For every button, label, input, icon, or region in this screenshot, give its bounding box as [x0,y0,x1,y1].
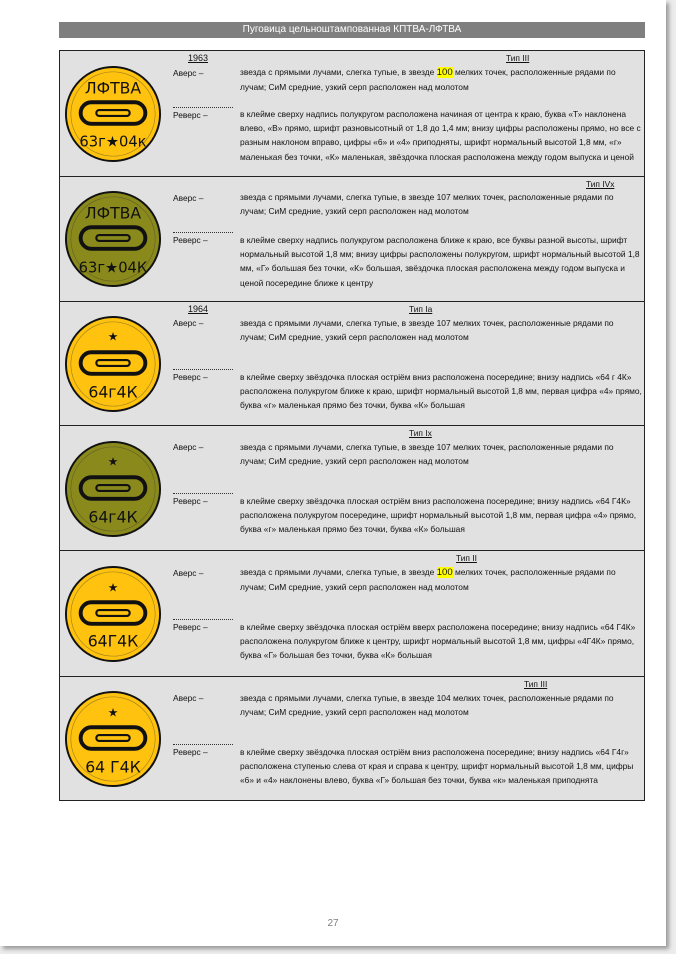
button-coin-image [64,440,162,538]
page-number: 27 [327,918,339,929]
button-coin-image [64,65,162,163]
type-label: Тип IVх [586,179,615,189]
button-coin-image [64,315,162,413]
type-label: Тип III [506,53,530,63]
avers-description: звезда с прямыми лучами, слегка тупые, в звезде 100 мелких точек, расположенные рядами по лучам; СиМ средние, узкий серп расположен над молотом [240,67,616,93]
year-label: 1964 [188,304,209,314]
button-coin-image [64,690,162,788]
catalog-row [59,302,645,426]
avers-description: звезда с прямыми лучами, слегка тупые, в звезде 107 мелких точек, расположенные рядами по лучам; СиМ средние, узкий серп расположен над молотом [240,318,614,343]
svg-text:63г★04к: 63г★04к [79,133,147,151]
svg-text:64г4К: 64г4К [88,507,138,527]
svg-text:63г★04К: 63г★04К [78,259,148,277]
dotted-separator [173,619,233,620]
revers-description: в клейме сверху надпись полукругом расположена начиная от центра к краю, буква «Т» наклонена влево, «В» прямо, шрифт разновысотный от 1,8 до 1,4 мм; внизу цифры расположены прямо, но все с разным наклоном вправо, цифры «6» и «4» приподняты, шрифт нормальный высотой 1,8 мм, «г» маленькая без точки, «К» маленькая, звёздочка плоская расположена между годом выпуска и ценой [240,109,641,162]
revers-description: в клейме сверху звёздочка плоская острiём вниз расположена посередине; внизу надпись «64 г 4К» расположена полукругом ближе к краю, шрифт нормальный высотой 1,8 мм, первая цифра «4» прямо, буква «г» маленькая прямо без точки, буква «К» большая [240,372,642,411]
avers-description: звезда с прямыми лучами, слегка тупые, в звезде 100 мелких точек, расположенные рядами по лучам; СиМ средние, узкий серп расположен над молотом [240,567,616,593]
avers-label: Аверс – [173,68,204,78]
catalog-row [59,51,645,177]
dotted-separator [173,493,233,494]
revers-label: Реверс – [173,622,208,632]
avers-label: Аверс – [173,568,204,578]
type-label: Тип Iа [409,304,433,314]
avers-label: Аверс – [173,442,204,452]
svg-text:★: ★ [107,705,119,720]
avers-description: звезда с прямыми лучами, слегка тупые, в звезде 107 мелких точек, расположенные рядами по лучам; СиМ средние, узкий серп расположен над молотом [240,442,614,467]
svg-text:64 Г4К: 64 Г4К [85,757,141,777]
highlighted-number: 100 [436,567,453,578]
svg-text:ЛФТВА: ЛФТВА [84,203,142,223]
revers-description: в клейме сверху надпись полукругом расположена ближе к краю, все буквы разной высоты, шрифт нормальный высотой 1,8 мм; внизу цифры расположены полукругом, шрифт нормальный высотой 1,8 мм, «Г» большая без точки, «К» большая, звёздочка плоская расположена между годом выпуска и ценой посередине ближе к центру [240,235,640,288]
type-label: Тип II [456,553,477,563]
svg-text:★: ★ [107,329,119,344]
svg-text:★: ★ [107,580,119,595]
revers-description: в клейме сверху звёздочка плоская острiём вверх расположена посередине; внизу надпись «64 Г4К» расположена полукругом ближе к центру, шрифт нормальный высотой 1,8 мм, цифры «4Г4К» прямо, буква «Г» большая без точки, буква «К» большая [240,622,636,661]
revers-description: в клейме сверху звёздочка плоская острiём вниз расположена посередине; внизу надпись «64 Г4К» расположена полукругом посередине, шрифт нормальный высотой 1,8 мм, первая цифра «4» прямо, буква «г» маленькая прямо без точки, буква «К» большая [240,496,637,535]
button-coin-image [64,190,162,288]
avers-label: Аверс – [173,318,204,328]
svg-text:ЛФТВА: ЛФТВА [84,78,142,98]
revers-label: Реверс – [173,747,208,757]
dotted-separator [173,369,233,370]
catalog-row [59,677,645,801]
dotted-separator [173,107,233,108]
revers-label: Реверс – [173,496,208,506]
avers-label: Аверс – [173,193,204,203]
dotted-separator [173,744,233,745]
button-coin-image [64,565,162,663]
svg-text:64г4К: 64г4К [88,382,138,402]
highlighted-number: 100 [436,67,453,78]
revers-label: Реверс – [173,372,208,382]
type-label: Тип III [524,679,548,689]
avers-description: звезда с прямыми лучами, слегка тупые, в звезде 104 мелких точек, расположенные рядами по лучам; СиМ средние, узкий серп расположен над молотом [240,693,614,718]
type-label: Тип Iх [409,428,432,438]
avers-description: звезда с прямыми лучами, слегка тупые, в звезде 107 мелких точек, расположенные рядами по лучам; СиМ средние, узкий серп расположен над молотом [240,192,614,217]
catalog-row [59,426,645,551]
svg-text:64Г4К: 64Г4К [87,631,139,651]
svg-text:★: ★ [107,454,119,469]
catalog-row [59,551,645,677]
revers-label: Реверс – [173,235,208,245]
catalog-table [59,50,645,801]
year-label: 1963 [188,53,209,63]
revers-label: Реверс – [173,110,208,120]
revers-description: в клейме сверху звёздочка плоская острiём вниз расположена посередине; внизу надпись «64 Г4г» расположена ступенью слева от края и справа к центру, шрифт нормальный высотой 1,8 мм, цифры «6» и «4» наклонены влево, буква «Г» большая без точки, буква «к» маленькая приподнята [240,747,634,786]
avers-label: Аверс – [173,693,204,703]
catalog-row [59,177,645,302]
dotted-separator [173,232,233,233]
page-title: Пуговица цельноштампованная КПТВА-ЛФТВА [59,22,645,38]
